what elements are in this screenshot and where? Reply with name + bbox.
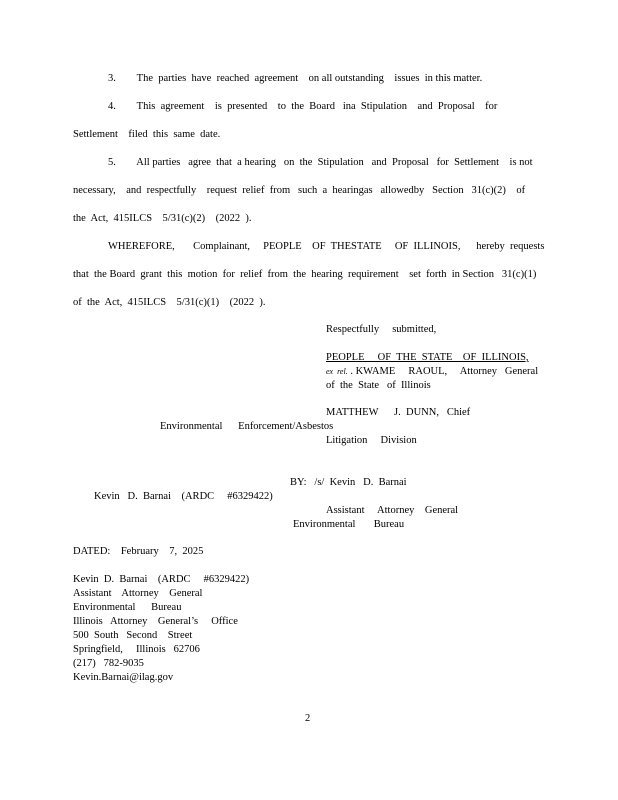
paragraph-4-line-1: 4. This agreement is presented to the Board ina Stipulation and Proposal for [108,101,498,112]
assistant-attorney-general: Assistant Attorney General [326,505,459,516]
attorney-general-line: ex rel. . KWAME RAOUL, Attorney General [326,366,539,377]
contact-street: 500 South Second Street [73,630,193,641]
wherefore-line-2: that the Board grant this motion for relief from the hearing requirement set forth in Section 31(c)(1) [73,269,537,280]
contact-city: Springfield, Illinois 62706 [73,644,200,655]
wherefore-line-1: WHEREFORE, Complainant, PEOPLE OF THESTATE OF ILLINOIS, hereby requests [108,241,545,252]
wherefore-line-3: of the Act, 415ILCS 5/31(c)(1) (2022 ). [73,297,266,308]
respectfully-submitted: Respectfully submitted, [326,324,437,335]
contact-title: Assistant Attorney General [73,588,203,599]
litigation-division: Litigation Division [326,435,417,446]
environmental-bureau: Environmental Bureau [293,519,405,530]
paragraph-5-line-2: necessary, and respectfully request relief from such a hearingas allowedby Section 31(c)(2) of [73,185,526,196]
dated-line: DATED: February 7, 2025 [73,546,204,557]
barnai-ardc: Kevin D. Barnai (ARDC #6329422) [94,491,273,502]
contact-email: Kevin.Barnai@ilag.gov [73,672,174,683]
ex-rel: ex rel. [326,367,348,376]
signature-by-line: BY: /s/ Kevin D. Barnai [290,477,407,488]
paragraph-4-line-2: Settlement filed this same date. [73,129,221,140]
contact-office: Illinois Attorney General’s Office [73,616,238,627]
environmental-enforcement: Environmental Enforcement/Asbestos [160,421,334,432]
contact-phone: (217) 782-9035 [73,658,144,669]
kwame-raoul: KWAME RAOUL, Attorney General [355,366,539,377]
matthew-dunn: MATTHEW J. DUNN, Chief [326,407,471,418]
paragraph-5-line-1: 5. All parties agree that a hearing on the Stipulation and Proposal for Settlement is not [108,157,533,168]
people-of-illinois: PEOPLE OF THE STATE OF ILLINOIS, [326,352,529,363]
of-the-state: of the State of Illinois [326,380,431,391]
contact-name: Kevin D. Barnai (ARDC #6329422) [73,574,250,585]
page-number: 2 [305,713,311,724]
paragraph-5-line-3: the Act, 415ILCS 5/31(c)(2) (2022 ). [73,213,252,224]
contact-bureau: Environmental Bureau [73,602,182,613]
paragraph-3: 3. The parties have reached agreement on all outstanding issues in this matter. [108,73,483,84]
